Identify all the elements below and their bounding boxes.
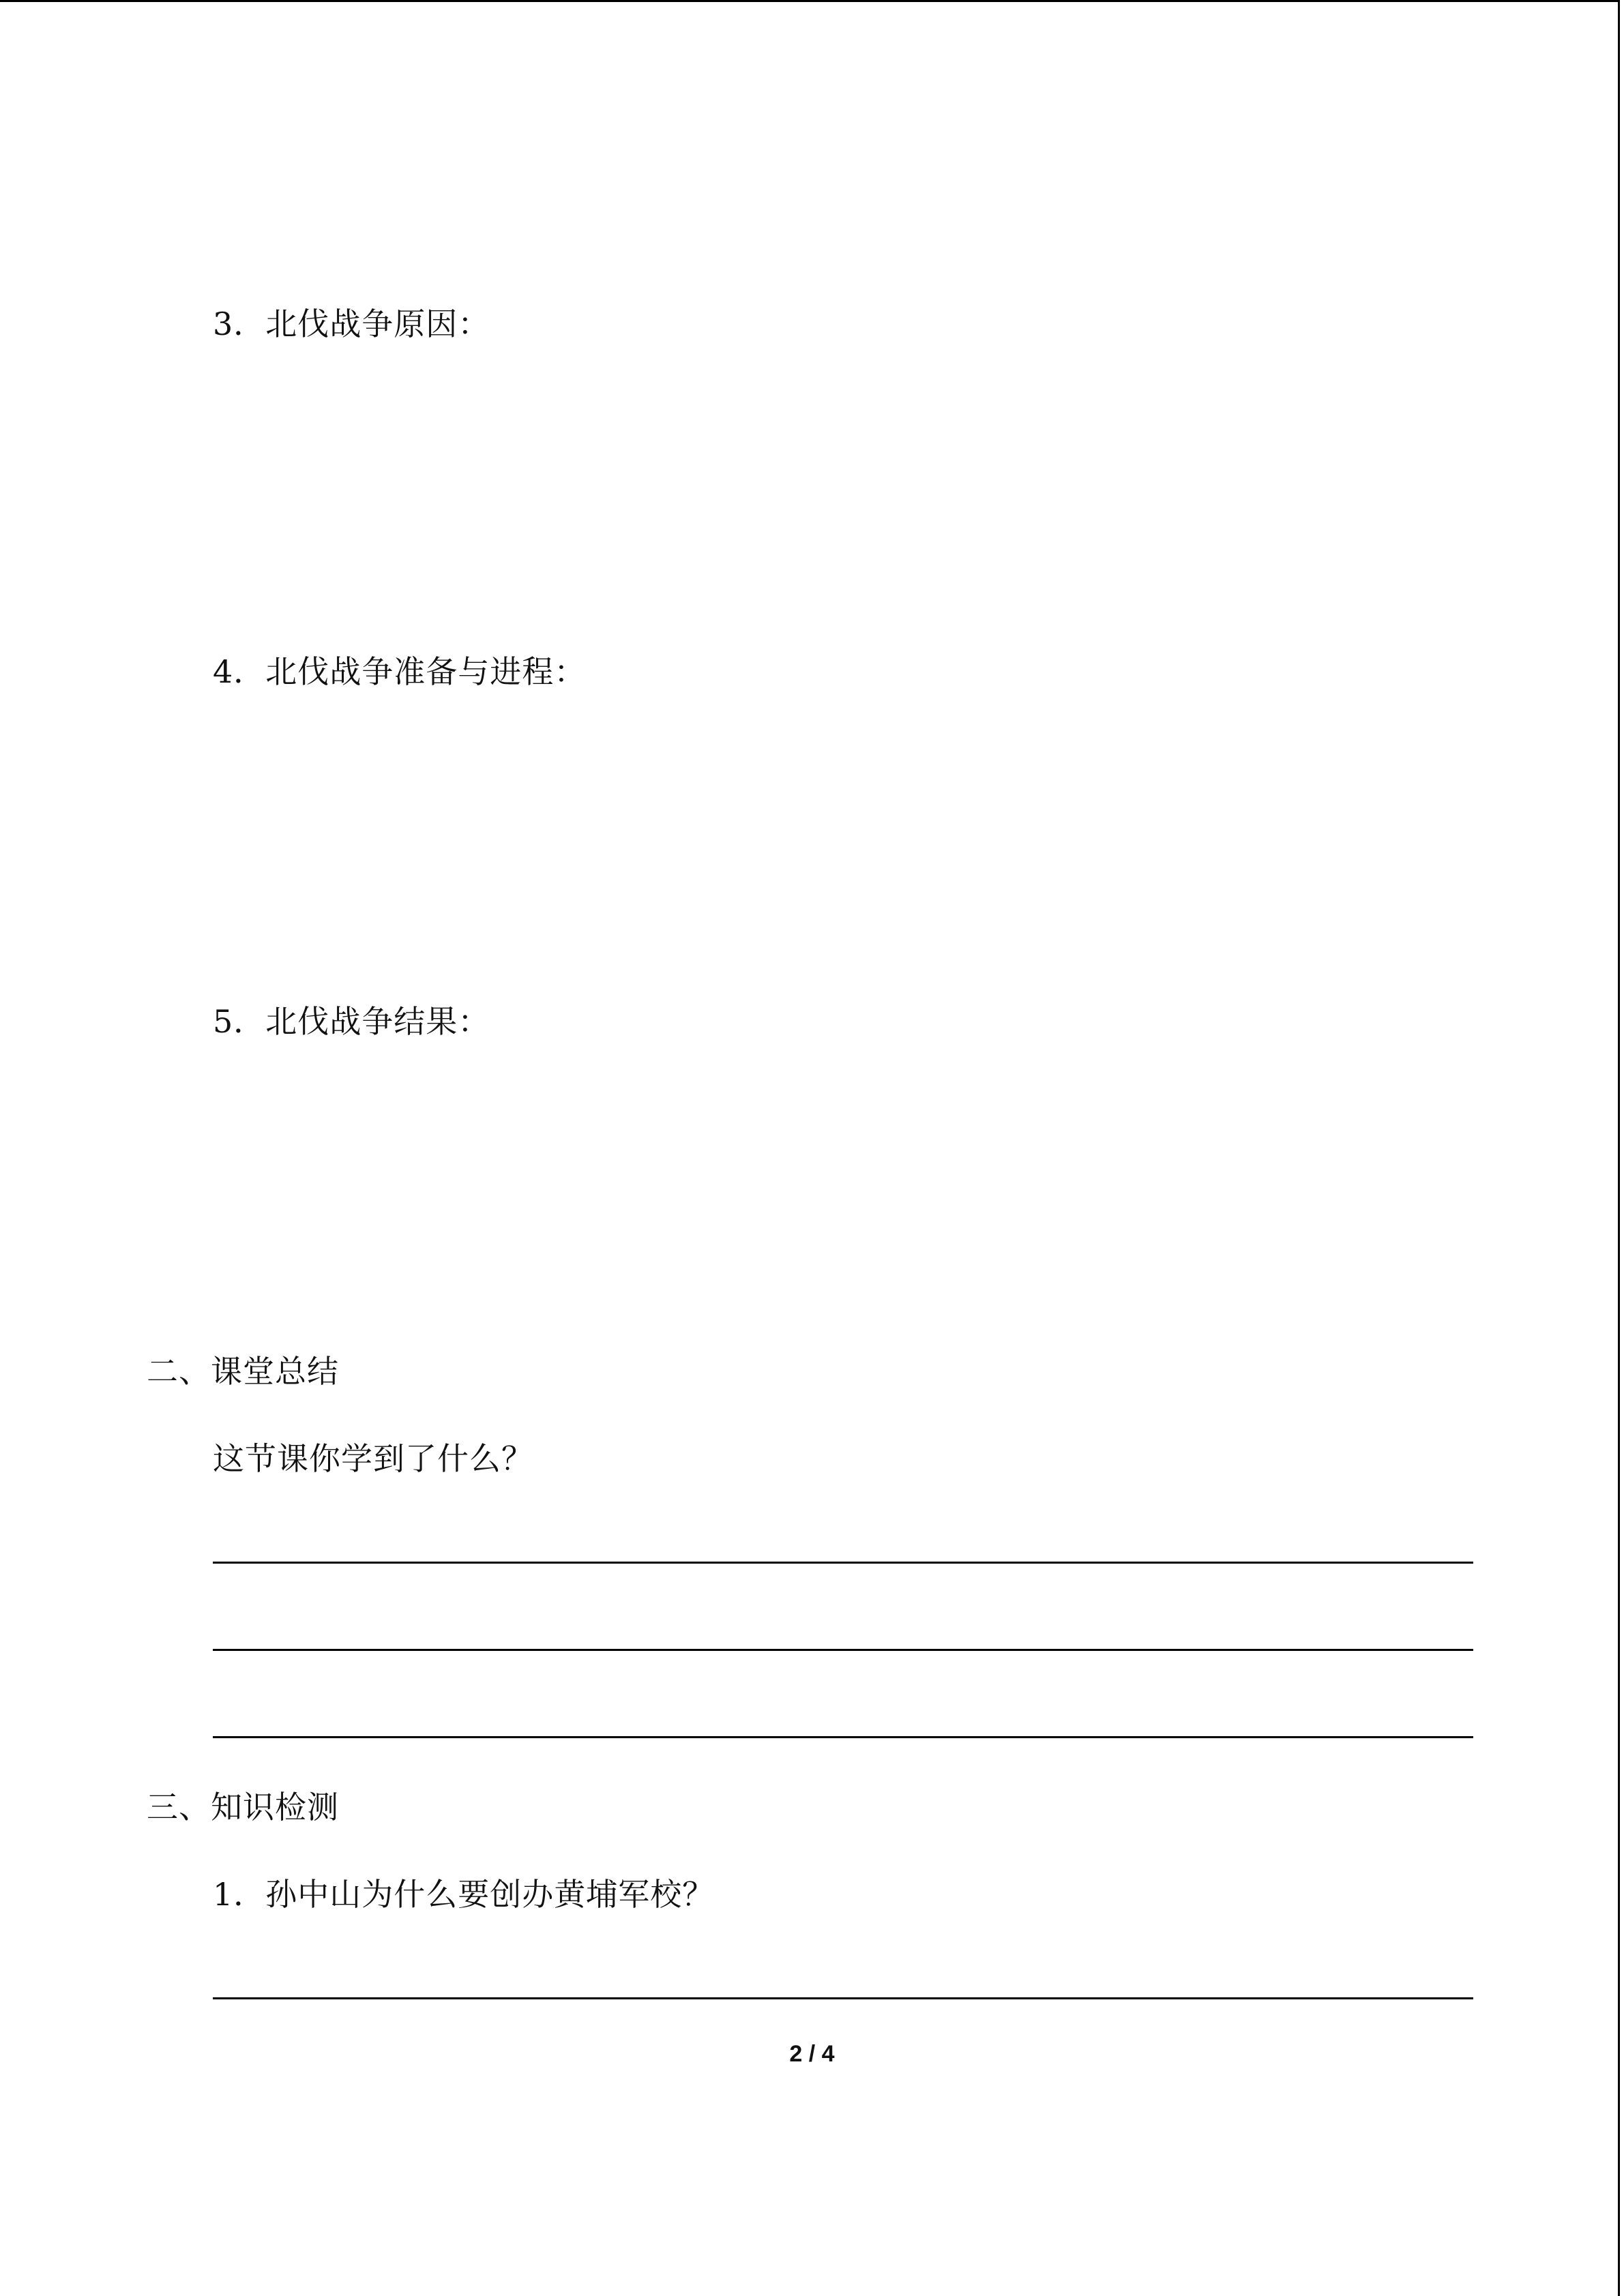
summary-prompt: 这节课你学到了什么？	[213, 1440, 533, 1477]
page-number: 2 / 4	[789, 2041, 835, 2067]
item-cause-label: 3．北伐战争原因：	[213, 305, 490, 342]
section-heading-quiz: 三、知识检测	[147, 1789, 339, 1825]
item-result-label: 5．北伐战争结果：	[213, 1003, 490, 1040]
answer-line-1[interactable]	[213, 1562, 1473, 1564]
section-heading-summary: 二、课堂总结	[147, 1353, 339, 1390]
item-process-label: 4．北伐战争准备与进程：	[213, 653, 587, 690]
answer-line-2[interactable]	[213, 1649, 1473, 1651]
answer-line-3[interactable]	[213, 1736, 1473, 1738]
quiz-question-1: 1．孙中山为什么要创办黄埔军校？	[213, 1876, 715, 1913]
answer-line-question-1[interactable]	[213, 1997, 1473, 1999]
